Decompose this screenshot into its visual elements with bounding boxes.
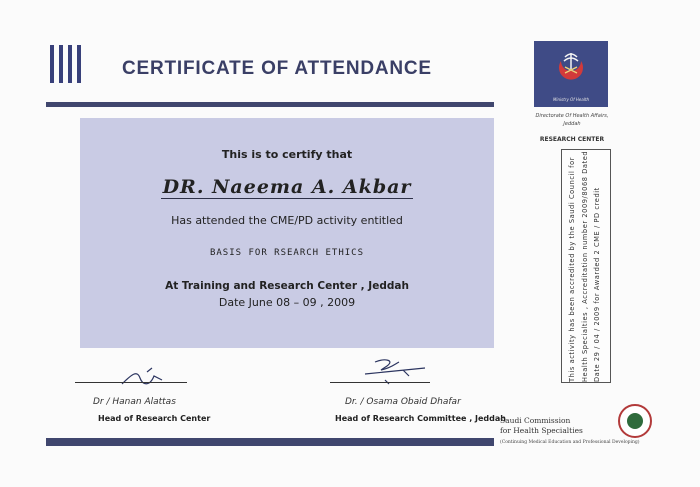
accreditation-rotated [562, 150, 610, 382]
org-name-line-1: Saudi Commission [500, 416, 571, 425]
signer-title-2: Head of Research Committee , Jeddah [335, 414, 506, 423]
bottom-rule [46, 438, 494, 446]
signer-name-1: Dr / Hanan Alattas [93, 397, 176, 407]
signature-mark-1 [92, 366, 182, 388]
bar [50, 45, 54, 83]
org-name-line-2: for Health Specialties [500, 426, 583, 435]
org-subtitle: (Continuing Medical Education and Professional Developing) [500, 440, 640, 445]
bar [77, 45, 81, 83]
bar [59, 45, 63, 83]
accreditation-line-1: This activity has been accredited by the Saudi Council for [568, 156, 576, 382]
attended-text: Has attended the CME/PD activity entitled [171, 214, 403, 227]
directorate-line-2: Jeddah [563, 121, 581, 127]
crescent-palm-icon [555, 47, 587, 85]
top-rule [46, 102, 494, 107]
signature-line-2 [330, 382, 430, 383]
accreditation-line-2: Health Specialties , Accreditation number 2009/8068 Dated [580, 150, 589, 382]
logo-emblem-icon [627, 413, 643, 429]
decorative-bars [50, 45, 82, 83]
date-text: Date June 08 – 09 , 2009 [218, 296, 356, 309]
signer-title-1: Head of Research Center [98, 414, 211, 423]
recipient-name: DR. Naeema A. Akbar [162, 176, 412, 198]
signer-name-2: Dr. / Osama Obaid Dhafar [345, 397, 461, 407]
certificate-title: CERTIFICATE OF ATTENDANCE [122, 58, 432, 79]
certificate-body [80, 118, 494, 348]
research-center-label: RESEARCH CENTER [539, 136, 605, 143]
accreditation-line-3: Date 29 / 04 / 2009 for Awarded 2 CME / PD credit [593, 187, 601, 382]
recipient-name-row [80, 176, 494, 198]
accreditation-panel [561, 149, 611, 383]
directorate-line-1: Directorate Of Health Affairs, [535, 113, 609, 119]
signature-line-1 [75, 382, 187, 383]
bar [68, 45, 72, 83]
scfhs-logo [618, 404, 652, 438]
ministry-emblem [534, 41, 608, 107]
activity-title: BASIS FOR RSEARCH ETHICS [209, 248, 365, 258]
emblem-caption: Ministry Of Health [552, 97, 590, 102]
certify-text: This is to certify that [221, 148, 353, 161]
venue-text: At Training and Research Center , Jeddah [165, 280, 409, 292]
